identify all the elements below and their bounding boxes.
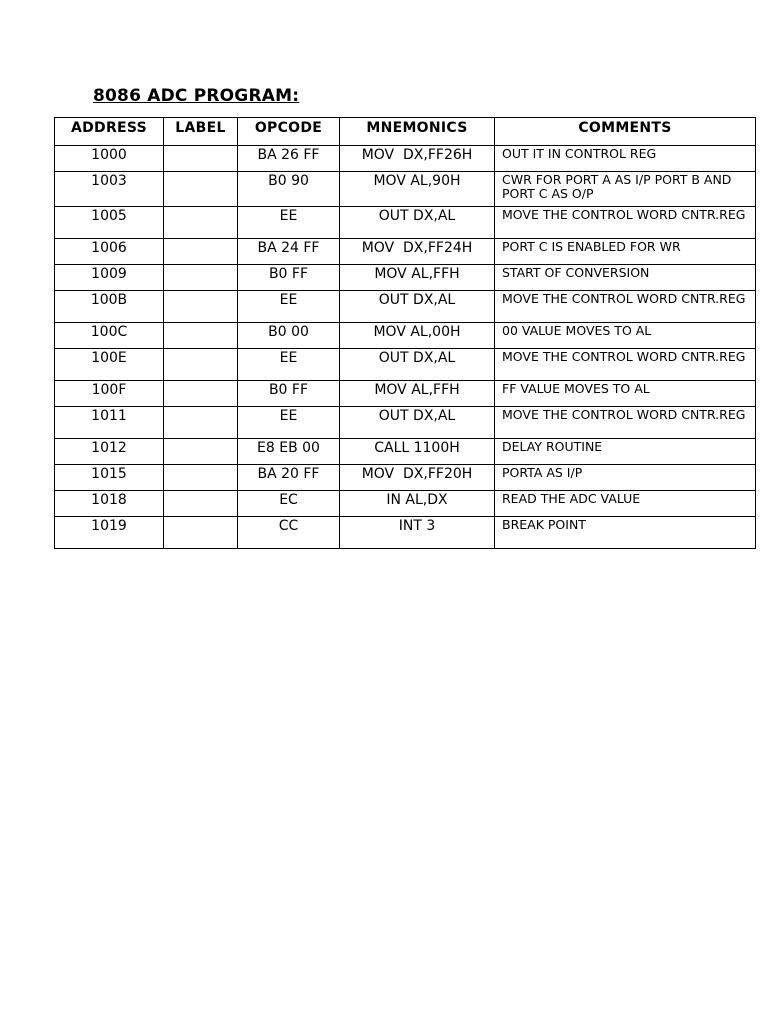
table-row <box>55 517 756 549</box>
opcode-cell: B0 90 <box>238 172 340 207</box>
header-address: ADDRESS <box>55 118 164 146</box>
comment-cell: BREAK POINT <box>495 517 756 549</box>
mnemonic-cell: CALL 1100H <box>340 439 495 465</box>
comment-cell: FF VALUE MOVES TO AL <box>495 381 756 407</box>
comment-cell: DELAY ROUTINE <box>495 439 756 465</box>
table-row <box>55 381 756 407</box>
header-comments: COMMENTS <box>495 118 756 146</box>
label-cell <box>164 407 238 439</box>
label-cell <box>164 349 238 381</box>
address-cell: 1011 <box>55 407 164 439</box>
address-cell: 1019 <box>55 517 164 549</box>
mnemonic-cell: IN AL,DX <box>340 491 495 517</box>
address-cell: 1003 <box>55 172 164 207</box>
table-row <box>55 491 756 517</box>
label-cell <box>164 172 238 207</box>
opcode-cell: EE <box>238 291 340 323</box>
address-cell: 1006 <box>55 239 164 265</box>
opcode-cell: EE <box>238 349 340 381</box>
table-row <box>55 265 756 291</box>
opcode-cell: EC <box>238 491 340 517</box>
table-header-row <box>55 118 756 146</box>
address-cell: 100F <box>55 381 164 407</box>
header-opcode: OPCODE <box>238 118 340 146</box>
address-cell: 1018 <box>55 491 164 517</box>
label-cell <box>164 491 238 517</box>
address-cell: 1009 <box>55 265 164 291</box>
label-cell <box>164 517 238 549</box>
header-mnemonics: MNEMONICS <box>340 118 495 146</box>
opcode-cell: B0 00 <box>238 323 340 349</box>
label-cell <box>164 465 238 491</box>
opcode-cell: BA 24 FF <box>238 239 340 265</box>
label-cell <box>164 381 238 407</box>
comment-cell: OUT IT IN CONTROL REG <box>495 146 756 172</box>
table-row <box>55 172 756 207</box>
mnemonic-cell: MOV DX,FF26H <box>340 146 495 172</box>
address-cell: 100C <box>55 323 164 349</box>
mnemonic-cell: MOV DX,FF24H <box>340 239 495 265</box>
label-cell <box>164 323 238 349</box>
address-cell: 1012 <box>55 439 164 465</box>
comment-cell: PORT C IS ENABLED FOR WR <box>495 239 756 265</box>
comment-cell: 00 VALUE MOVES TO AL <box>495 323 756 349</box>
opcode-cell: EE <box>238 207 340 239</box>
address-cell: 1005 <box>55 207 164 239</box>
mnemonic-cell: INT 3 <box>340 517 495 549</box>
address-cell: 100B <box>55 291 164 323</box>
label-cell <box>164 239 238 265</box>
mnemonic-cell: OUT DX,AL <box>340 349 495 381</box>
opcode-cell: B0 FF <box>238 381 340 407</box>
table-row <box>55 465 756 491</box>
opcode-cell: BA 26 FF <box>238 146 340 172</box>
mnemonic-cell: MOV AL,90H <box>340 172 495 207</box>
opcode-cell: EE <box>238 407 340 439</box>
opcode-cell: BA 20 FF <box>238 465 340 491</box>
label-cell <box>164 265 238 291</box>
address-cell: 1015 <box>55 465 164 491</box>
page-title: 8086 ADC PROGRAM: <box>93 86 300 106</box>
table-row <box>55 439 756 465</box>
mnemonic-cell: MOV AL,00H <box>340 323 495 349</box>
comment-cell: MOVE THE CONTROL WORD CNTR.REG <box>495 349 756 381</box>
opcode-cell: CC <box>238 517 340 549</box>
address-cell: 100E <box>55 349 164 381</box>
comment-cell: MOVE THE CONTROL WORD CNTR.REG <box>495 407 756 439</box>
comment-cell: MOVE THE CONTROL WORD CNTR.REG <box>495 207 756 239</box>
table-row <box>55 146 756 172</box>
table-row <box>55 407 756 439</box>
table-row <box>55 207 756 239</box>
mnemonic-cell: MOV AL,FFH <box>340 381 495 407</box>
mnemonic-cell: MOV DX,FF20H <box>340 465 495 491</box>
address-cell: 1000 <box>55 146 164 172</box>
mnemonic-cell: MOV AL,FFH <box>340 265 495 291</box>
mnemonic-cell: OUT DX,AL <box>340 291 495 323</box>
opcode-cell: E8 EB 00 <box>238 439 340 465</box>
comment-cell: CWR FOR PORT A AS I/P PORT B AND PORT C AS O/P <box>495 172 756 207</box>
program-table <box>54 117 756 549</box>
table-row <box>55 323 756 349</box>
mnemonic-cell: OUT DX,AL <box>340 207 495 239</box>
table-row <box>55 239 756 265</box>
label-cell <box>164 207 238 239</box>
comment-cell: START OF CONVERSION <box>495 265 756 291</box>
label-cell <box>164 439 238 465</box>
comment-cell: MOVE THE CONTROL WORD CNTR.REG <box>495 291 756 323</box>
label-cell <box>164 146 238 172</box>
table-row <box>55 349 756 381</box>
comment-cell: PORTA AS I/P <box>495 465 756 491</box>
comment-cell: READ THE ADC VALUE <box>495 491 756 517</box>
mnemonic-cell: OUT DX,AL <box>340 407 495 439</box>
header-label: LABEL <box>164 118 238 146</box>
table-row <box>55 291 756 323</box>
label-cell <box>164 291 238 323</box>
opcode-cell: B0 FF <box>238 265 340 291</box>
